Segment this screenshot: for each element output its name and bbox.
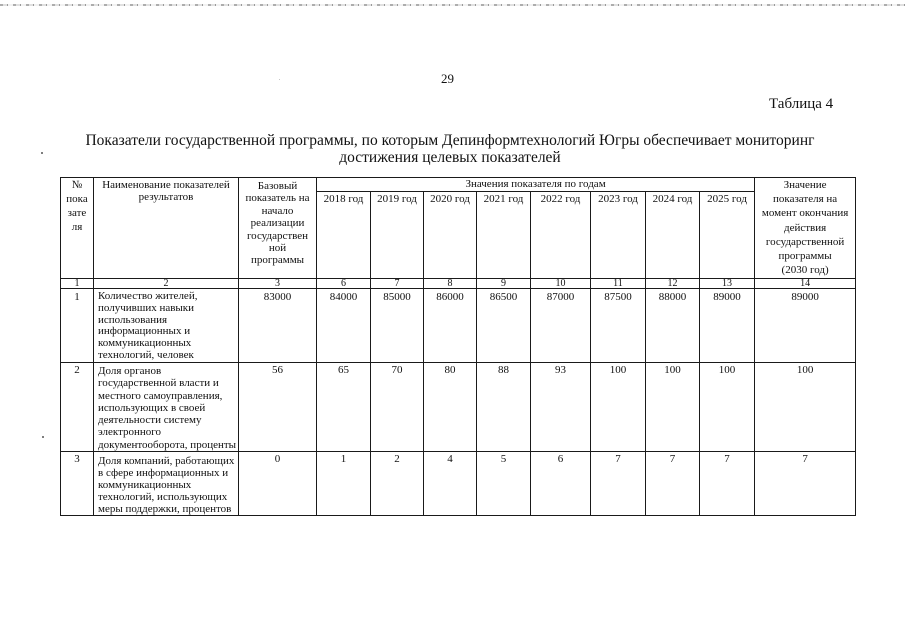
column-number: 13 [700, 279, 755, 289]
year-value-cell: 85000 [371, 289, 424, 363]
column-number: 7 [371, 279, 424, 289]
column-number: 14 [755, 279, 856, 289]
year-value-cell: 7 [591, 451, 646, 515]
column-number: 3 [239, 279, 317, 289]
column-number: 11 [591, 279, 646, 289]
header-year: 2022 год [531, 192, 591, 279]
header-number: № пока зате ля [61, 178, 94, 279]
year-value-cell: 70 [371, 362, 424, 451]
indicator-name-cell: Доля органов государственной власти и местного самоуправления, использующих в своей деятельности систему электронного документооборота, проценты [94, 362, 239, 451]
header-year: 2025 год [700, 192, 755, 279]
year-value-cell: 87000 [531, 289, 591, 363]
base-value-cell: 0 [239, 451, 317, 515]
year-value-cell: 88 [477, 362, 531, 451]
column-number: 8 [424, 279, 477, 289]
year-value-cell: 87500 [591, 289, 646, 363]
year-value-cell: 100 [700, 362, 755, 451]
year-value-cell: 7 [646, 451, 700, 515]
table-label: Таблица 4 [769, 96, 834, 112]
base-value-cell: 83000 [239, 289, 317, 363]
row-number-cell: 2 [61, 362, 94, 451]
year-value-cell: 89000 [700, 289, 755, 363]
final-value-cell: 7 [755, 451, 856, 515]
year-value-cell: 88000 [646, 289, 700, 363]
final-value-cell: 89000 [755, 289, 856, 363]
table-row [61, 451, 856, 515]
column-number: 6 [317, 279, 371, 289]
year-value-cell: 2 [371, 451, 424, 515]
year-value-cell: 4 [424, 451, 477, 515]
year-value-cell: 1 [317, 451, 371, 515]
header-year: 2021 год [477, 192, 531, 279]
table-row [61, 362, 856, 451]
header-year: 2024 год [646, 192, 700, 279]
year-value-cell: 65 [317, 362, 371, 451]
document-title: Показатели государственной программы, по которым Депинформтехнологий Югры обеспечивает мониторинг достижения целевых показателей [85, 132, 815, 166]
header-values-by-year: Значения показателя по годам [317, 178, 755, 192]
header-base-value: Базовый показатель на начало реализации государствен ной программы [239, 178, 317, 279]
year-value-cell: 86500 [477, 289, 531, 363]
column-number: 10 [531, 279, 591, 289]
header-year: 2019 год [371, 192, 424, 279]
column-number: 2 [94, 279, 239, 289]
year-value-cell: 5 [477, 451, 531, 515]
header-indicator-name: Наименование показателей результатов [94, 178, 239, 279]
column-number: 12 [646, 279, 700, 289]
row-number-cell: 3 [61, 451, 94, 515]
header-year: 2023 год [591, 192, 646, 279]
column-number: 1 [61, 279, 94, 289]
final-value-cell: 100 [755, 362, 856, 451]
header-row [61, 178, 856, 192]
scan-edge-line [0, 4, 905, 6]
indicator-name-cell: Доля компаний, работающих в сфере информационных и коммуникационных технологий, использующих меры поддержки, процентов [94, 451, 239, 515]
header-final-value: Значение показателя на момент окончания действия государственной программы (2030 год) [755, 178, 856, 279]
table-row [61, 289, 856, 363]
scan-dot [42, 436, 44, 438]
year-value-cell: 6 [531, 451, 591, 515]
row-number-cell: 1 [61, 289, 94, 363]
base-value-cell: 56 [239, 362, 317, 451]
year-value-cell: 86000 [424, 289, 477, 363]
year-value-cell: 93 [531, 362, 591, 451]
header-year: 2018 год [317, 192, 371, 279]
column-numbers-row [61, 279, 856, 289]
year-value-cell: 100 [591, 362, 646, 451]
page-number: 29 [441, 71, 454, 86]
year-value-cell: 80 [424, 362, 477, 451]
year-value-cell: 84000 [317, 289, 371, 363]
indicators-table [60, 177, 856, 516]
column-number: 9 [477, 279, 531, 289]
year-value-cell: 100 [646, 362, 700, 451]
indicator-name-cell: Количество жителей, получивших навыки использования информационных и коммуникационных технологий, человек [94, 289, 239, 363]
year-value-cell: 7 [700, 451, 755, 515]
header-year: 2020 год [424, 192, 477, 279]
